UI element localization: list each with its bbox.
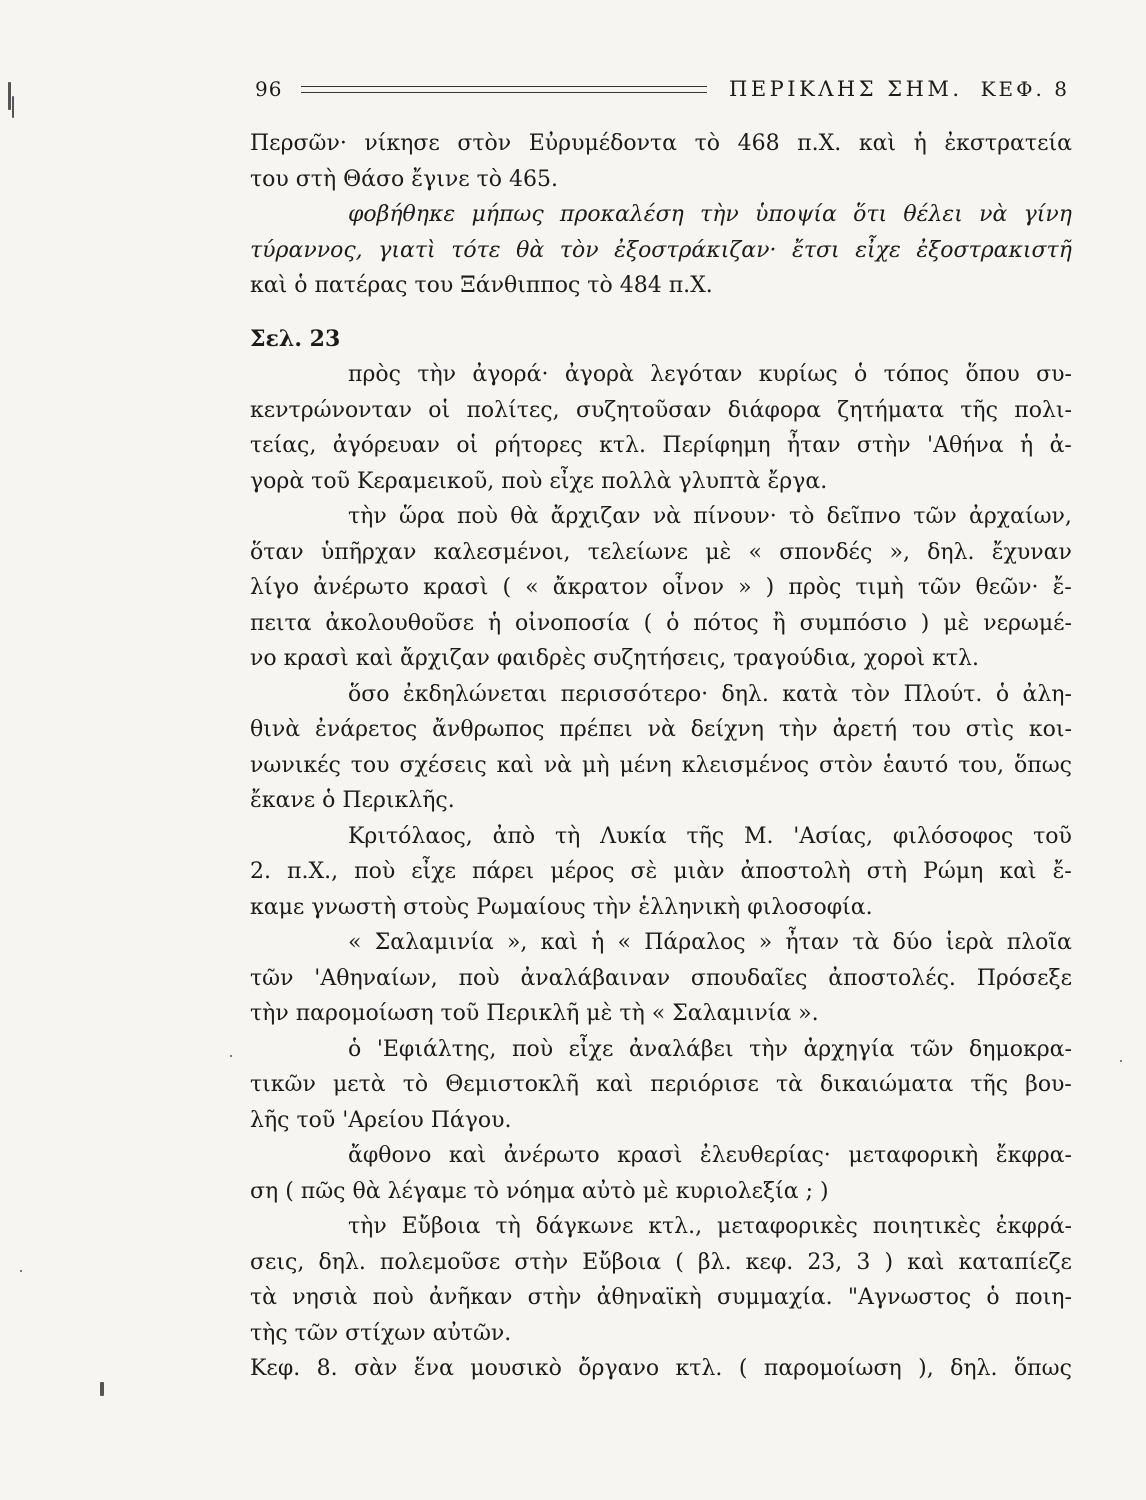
text-line: ἔκανε ὁ Περικλῆς. [250,788,455,813]
text-line: ὅσο ἐκδηλώνεται περισσότερο· δηλ. κατὰ τὸν Πλούτ. ὁ ἀλη- [348,681,1072,707]
text-line: τὴν παρομοίωση τοῦ Περικλῆ μὲ τὴ « Σαλαμινία ». [250,1001,819,1026]
text-line: λίγο ἀνέρωτο κρασὶ ( « ἄκρατον οἶνον » ) πρὸς τιμὴ τῶν θεῶν· ἔ- [250,575,1072,600]
text-line: ὅταν ὑπῆρχαν καλεσμένοι, τελείωνε μὲ « σπονδές », δηλ. ἔχυναν [250,539,1072,565]
body-text [250,126,1072,1387]
text-line: σεις, δηλ. πολεμοῦσε στὴν Εὔβοια ( βλ. κεφ. 23, 3 ) καὶ καταπίεζε [250,1249,1072,1275]
text-line: ἄφθονο καὶ ἀνέρωτο κρασὶ ἐλευθερίας· μεταφορικὴ ἔκφρα- [348,1143,1072,1168]
note-lemma-line: φοβήθηκε μήπως προκαλέση τὴν ὑποψία ὅτι θέλει νὰ γίνη [348,202,1072,227]
text-line: πρὸς τὴν ἀγορά· ἀγορὰ λεγόταν κυρίως ὁ τόπος ὅπου συ- [348,362,1072,387]
section-heading: Σελ. 23 [250,325,341,352]
text-line: τῶν 'Αθηναίων, ποὺ ἀναλάβαιναν σπουδαῖες ἀποστολές. Πρόσεξε [250,965,1072,991]
text-line: Περσῶν· νίκησε στὸν Εὐρυμέδοντα τὸ 468 π.Χ. καὶ ἡ ἐκστρατεία [250,131,1072,156]
text-line: τικῶν μετὰ τὸ Θεμιστοκλῆ καὶ περιόρισε τὰ δικαιώματα τῆς βου- [250,1072,1072,1097]
text-line: πειτα ἀκολουθοῦσε ἡ οἰνοποσία ( ὁ πότος ἢ συμπόσιο ) μὲ νερωμέ- [250,610,1072,636]
chapter-label: ΚΕΦ. 8 [980,77,1070,101]
text-line: ὁ 'Εφιάλτης, ποὺ εἶχε ἀναλάβει τὴν ἀρχηγία τῶν δημοκρα- [348,1036,1072,1062]
chapter-start-line: Κεφ. 8. σὰν ἕνα μουσικὸ ὄργανο κτλ. ( παρομοίωση ), δηλ. ὅπως [250,1356,1072,1381]
text-line: του στὴ Θάσο ἔγινε τὸ 465. [250,166,559,192]
text-line: καὶ ὁ πατέρας του Ξάνθιππος τὸ 484 π.Χ. [250,273,713,298]
text-line: τὴν ὥρα ποὺ θὰ ἄρχιζαν νὰ πίνουν· τὸ δεῖπνο τῶν ἀρχαίων, [348,504,1072,529]
header-rule [301,86,707,93]
text-line: Κριτόλαος, ἀπὸ τὴ Λυκία τῆς Μ. 'Ασίας, φιλόσοφος τοῦ [348,823,1072,849]
running-header [255,72,1070,106]
text-line: κεντρώνονταν οἱ πολίτες, συζητοῦσαν διάφορα ζητήματα τῆς πολι- [250,397,1072,423]
text-line: τὴν Εὔβοια τὴ δάγκωνε κτλ., μεταφορικὲς ποιητικὲς ἐκφρά- [348,1214,1072,1239]
text-line: « Σαλαμινία », καὶ ἡ « Πάραλος » ἦταν τὰ δύο ἱερὰ πλοῖα [348,930,1072,955]
text-line: ση ( πῶς θὰ λέγαμε τὸ νόημα αὐτὸ μὲ κυριολεξία ; ) [250,1178,829,1204]
text-line: γορὰ τοῦ Κεραμεικοῦ, ποὺ εἶχε πολλὰ γλυπτὰ ἔργα. [250,468,828,494]
note-lemma-line: τύραννος, γιατὶ τότε θὰ τὸν ἐξοστράκιζαν· ἔτσι εἶχε ἐξοστρακιστῆ [250,237,1072,263]
text-line: τὴς τῶν στίχων αὐτῶν. [250,1320,512,1346]
page-number: 96 [255,77,283,101]
text-line: θινὰ ἐνάρετος ἄνθρωπος πρέπει νὰ δείχνη τὴν ἀρετή του στὶς κοι- [250,717,1072,742]
text-line: 2. π.Χ., ποὺ εἶχε πάρει μέρος σὲ μιὰν ἀποστολὴ στὴ Ρώμη καὶ ἔ- [250,859,1072,884]
text-line: λῆς τοῦ 'Αρείου Πάγου. [250,1107,512,1133]
text-line: νωνικές του σχέσεις καὶ νὰ μὴ μένη κλεισμένος στὸν ἑαυτό του, ὅπως [250,752,1072,778]
text-line: καμε γνωστὴ στοὺς Ρωμαίους τὴν ἑλληνικὴ φιλοσοφία. [250,894,873,920]
text-line: νο κρασὶ καὶ ἄρχιζαν φαιδρὲς συζητήσεις, τραγούδια, χοροὶ κτλ. [250,646,979,671]
text-line: τὰ νησιὰ ποὺ ἀνῆκαν στὴν ἀθηναϊκὴ συμμαχία. "Αγνωστος ὁ ποιη- [250,1285,1072,1310]
running-title: ΠΕΡΙΚΛΗΣ ΣΗΜ. [729,77,963,101]
text-line: τείας, ἀγόρευαν οἱ ρήτορες κτλ. Περίφημη ἦταν στὴν 'Αθήνα ἡ ἀ- [250,433,1072,458]
